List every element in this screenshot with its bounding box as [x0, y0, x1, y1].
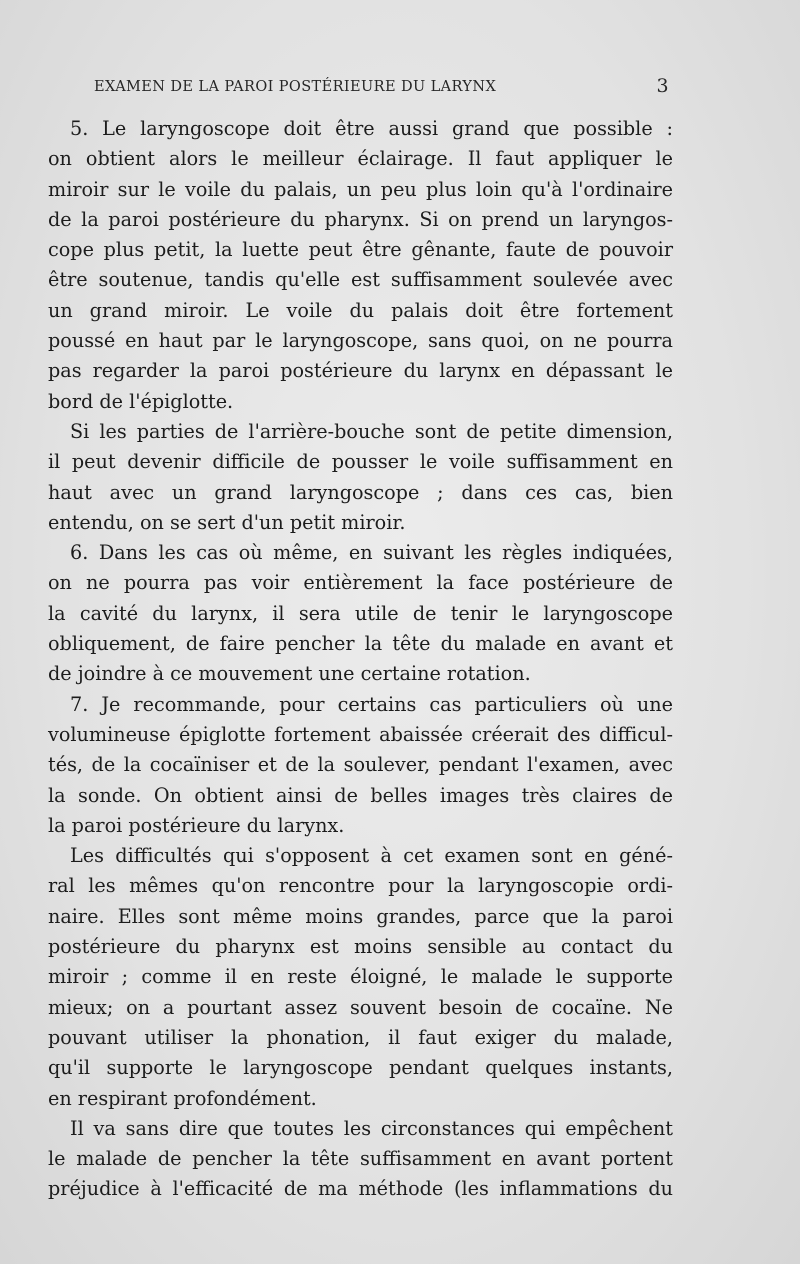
text-line: un grand miroir. Le voile du palais doit être fortement [48, 298, 673, 322]
running-title: EXAMEN DE LA PAROI POSTÉRIEURE DU LARYNX [94, 79, 497, 95]
body-text [48, 114, 673, 1205]
text-line: bord de l'épiglotte. [48, 389, 234, 413]
text-line: 6. Dans les cas où même, en suivant les règles indiquées, [70, 541, 673, 565]
text-line: la sonde. On obtient ainsi de belles images très claires de [48, 783, 673, 807]
text-line: en respirant profondément. [48, 1086, 317, 1110]
text-line: haut avec un grand laryngoscope ; dans ces cas, bien [48, 480, 673, 504]
text-line: 7. Je recommande, pour certains cas particuliers où une [70, 692, 673, 716]
text-line: miroir ; comme il en reste éloigné, le malade le supporte [48, 965, 673, 989]
text-line: préjudice à l'efficacité de ma méthode (les inflammations du [48, 1177, 673, 1201]
text-line: il peut devenir difficile de pousser le voile suffisamment en [48, 450, 673, 474]
text-line: miroir sur le voile du palais, un peu plus loin qu'à l'ordinaire [48, 177, 673, 201]
text-line: volumineuse épiglotte fortement abaissée créerait des difficul- [48, 722, 673, 746]
text-line: la paroi postérieure du larynx. [48, 813, 345, 837]
text-line: entendu, on se sert d'un petit miroir. [48, 510, 406, 534]
text-line: la cavité du larynx, il sera utile de tenir le laryngoscope [48, 601, 673, 625]
text-line: Si les parties de l'arrière-bouche sont de petite dimension, [70, 419, 673, 443]
book-page [48, 74, 673, 1205]
text-line: mieux; on a pourtant assez souvent besoin de cocaïne. Ne [48, 995, 673, 1019]
text-line: pouvant utiliser la phonation, il faut exiger du malade, [48, 1025, 673, 1049]
text-line: ral les mêmes qu'on rencontre pour la laryngoscopie ordi- [48, 874, 673, 898]
paragraph [48, 417, 673, 538]
text-line: être soutenue, tandis qu'elle est suffisamment soulevée avec [48, 268, 673, 292]
text-line: de joindre à ce mouvement une certaine rotation. [48, 662, 531, 686]
paragraph [48, 690, 673, 841]
text-line: naire. Elles sont même moins grandes, parce que la paroi [48, 904, 673, 928]
text-line: tés, de la cocaïniser et de la soulever, pendant l'examen, avec [48, 753, 673, 777]
text-line: cope plus petit, la luette peut être gênante, faute de pouvoir [48, 238, 673, 262]
paragraph [48, 841, 673, 1114]
paragraph [48, 538, 673, 689]
text-line: poussé en haut par le laryngoscope, sans quoi, on ne pourra [48, 329, 673, 353]
text-line: postérieure du pharynx est moins sensible au contact du [48, 935, 673, 959]
text-line: pas regarder la paroi postérieure du larynx en dépassant le [48, 359, 673, 383]
text-line: on ne pourra pas voir entièrement la face postérieure de [48, 571, 673, 595]
text-line: Les difficultés qui s'opposent à cet examen sont en géné- [70, 844, 673, 868]
page-number: 3 [656, 75, 669, 97]
text-line: qu'il supporte le laryngoscope pendant quelques instants, [48, 1056, 673, 1080]
text-line: Il va sans dire que toutes les circonstances qui empêchent [70, 1116, 673, 1140]
text-line: obliquement, de faire pencher la tête du malade en avant et [48, 632, 673, 656]
text-line: on obtient alors le meilleur éclairage. Il faut appliquer le [48, 147, 673, 171]
text-line: de la paroi postérieure du pharynx. Si on prend un laryngos- [48, 207, 673, 231]
running-head [48, 74, 673, 108]
paragraph [48, 1114, 673, 1205]
text-line: le malade de pencher la tête suffisamment en avant portent [48, 1147, 673, 1171]
paragraph [48, 114, 673, 417]
text-line: 5. Le laryngoscope doit être aussi grand que possible : [70, 117, 673, 140]
